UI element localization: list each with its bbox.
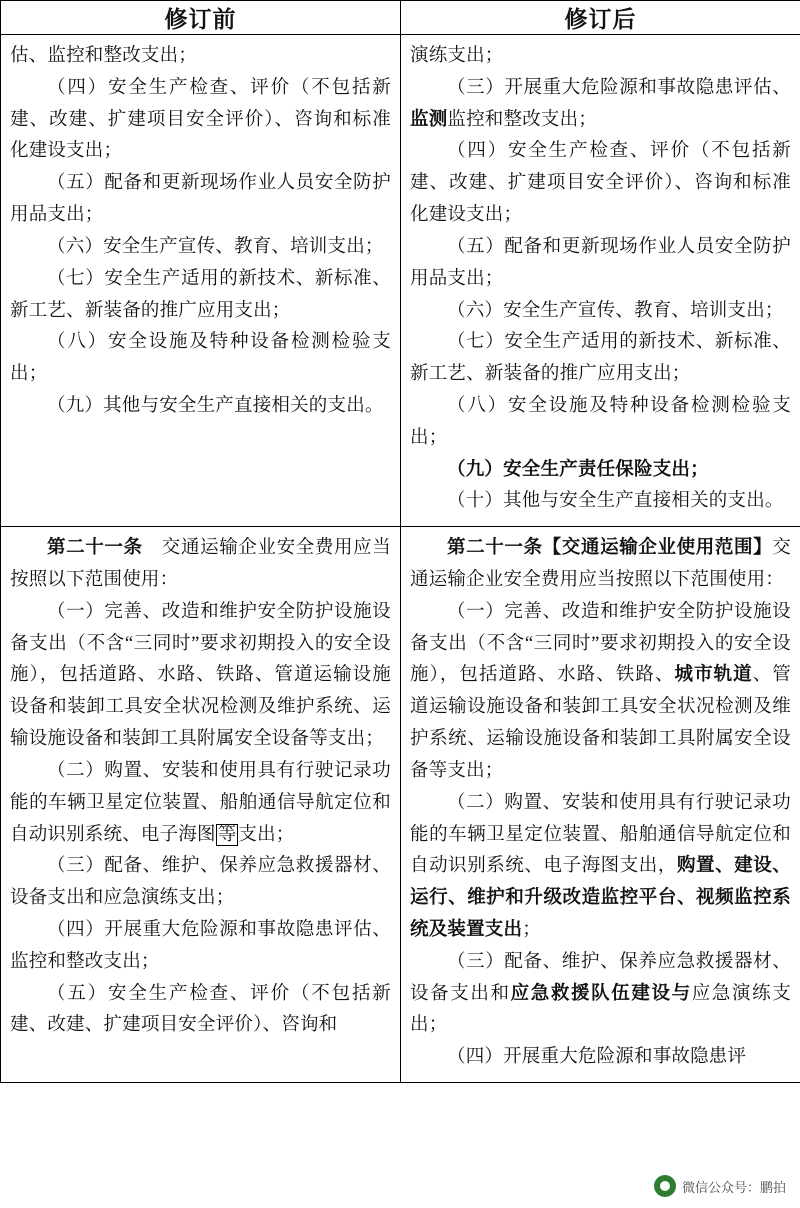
wechat-logo-icon (654, 1175, 676, 1197)
paragraph: （十）其他与安全生产直接相关的支出。 (447, 491, 784, 512)
paragraph-group (401, 527, 800, 1082)
text-run: ； (522, 919, 541, 940)
paragraph: 演练支出； (410, 46, 504, 66)
paragraph: 估、监控和整改支出； (10, 46, 198, 66)
cell-after-row1 (401, 35, 800, 527)
text-run: 、管道运输设施设备和装卸工具安全状况检测及维护系统、运输设施设备和装卸工具附属安全设备等支出； (410, 665, 791, 781)
paragraph: （七）安全生产适用的新技术、新标准、新工艺、新装备的推广应用支出； (410, 332, 791, 385)
text-run: 支出； (238, 824, 295, 845)
paragraph-group (401, 35, 800, 526)
paragraph: （四）安全生产检查、评价（不包括新建、改建、扩建项目安全评价）、咨询和标准化建设支出； (410, 141, 791, 226)
paragraph: （九）其他与安全生产直接相关的支出。 (47, 395, 384, 416)
text-run: 监控和整改支出； (447, 109, 598, 130)
revision-emphasis: 第二十一条 (47, 538, 143, 559)
paragraph: （五）安全生产检查、评价（不包括新建、改建、扩建项目安全评价）、咨询和 (10, 983, 391, 1036)
text-run: 交通运输企业安全费用应当按照以下范围使用： (10, 538, 391, 590)
paragraph: （六）安全生产宣传、教育、培训支出； (47, 236, 384, 257)
revision-emphasis: 监测 (410, 109, 448, 130)
text-run: （二）购置、安装和使用具有行驶记录功能的车辆卫星定位装置、船舶通信导航定位和自动识别系统、电子海图支出， (410, 792, 791, 877)
paragraph (410, 788, 791, 947)
text-run: （三）开展重大危险源和事故隐患评估、 (447, 77, 791, 98)
paragraph: （三）配备、维护、保养应急救援器材、设备支出和应急演练支出； (10, 856, 391, 909)
paragraph: （八）安全设施及特种设备检测检验支出； (10, 332, 391, 385)
paragraph: （一）完善、改造和维护安全防护设施设备支出（不含“三同时”要求初期投入的安全设施），包括道路、水路、铁路、管道运输设施设备和装卸工具安全状况检测及维护系统、运输设施设备和装卸工具附属安全设备等支出； (10, 601, 391, 750)
watermark-label: 微信公众号：鹏拍 (681, 1179, 786, 1195)
revision-emphasis: 城市轨道 (674, 665, 753, 686)
paragraph-group (1, 35, 400, 431)
table-row (1, 35, 800, 527)
paragraph: （五）配备和更新现场作业人员安全防护用品支出； (410, 236, 791, 289)
text-run: （一）完善、改造和维护安全防护设施设备支出（不含“三同时”要求初期投入的安全设施），包括道路、水路、铁路、 (410, 601, 791, 686)
paragraph (10, 756, 391, 851)
paragraph (410, 73, 791, 137)
paragraph: （六）安全生产宣传、教育、培训支出； (447, 300, 784, 321)
revision-emphasis: 第二十一条【交通运输企业使用范 (447, 538, 735, 559)
paragraph (10, 533, 391, 597)
cell-before-row1 (1, 35, 401, 527)
table-row (1, 527, 800, 1083)
revision-emphasis: 应急救援队伍建设与 (510, 983, 692, 1004)
cell-after-row2 (401, 527, 800, 1083)
paragraph (410, 947, 791, 1042)
paragraph: （四）开展重大危险源和事故隐患评估、监控和整改支出； (10, 919, 391, 972)
paragraph (410, 533, 791, 597)
text-run: （三）配备、维护、保养应急救援器材、设备支出和 (410, 951, 791, 1004)
paragraph-group (1, 527, 400, 1050)
paragraph: （四）开展重大危险源和事故隐患评 (447, 1047, 747, 1068)
paragraph: （四）安全生产检查、评价（不包括新建、改建、扩建项目安全评价）、咨询和标准化建设支出； (10, 77, 391, 162)
text-run: 交通运输企业安全费用应当按照以下范围使用： (410, 538, 791, 590)
paragraph: （八）安全设施及特种设备检测检验支出； (410, 395, 791, 448)
column-header-before: 修订前 (1, 1, 401, 35)
paragraph: （九）安全生产责任保险支出； (447, 459, 709, 480)
cell-before-row2 (1, 527, 401, 1083)
revision-emphasis: 购置、建设、运行、维护和升级改造监控平台、视频监控系统及装置支出 (410, 856, 791, 940)
paragraph (410, 597, 791, 788)
table-header-row (1, 1, 800, 35)
text-run: 应急演练支出； (410, 983, 791, 1036)
paragraph: （五）配备和更新现场作业人员安全防护用品支出； (10, 173, 391, 226)
text-run: （二）购置、安装和使用具有行驶记录功能的车辆卫星定位装置、船舶通信导航定位和自动识别系统、电子海图 (10, 760, 391, 845)
text-run: 等 (217, 824, 237, 845)
revision-emphasis: 围】 (734, 538, 773, 559)
watermark (650, 1172, 792, 1200)
column-header-after: 修订后 (401, 1, 800, 35)
paragraph: （七）安全生产适用的新技术、新标准、新工艺、新装备的推广应用支出； (10, 268, 391, 321)
